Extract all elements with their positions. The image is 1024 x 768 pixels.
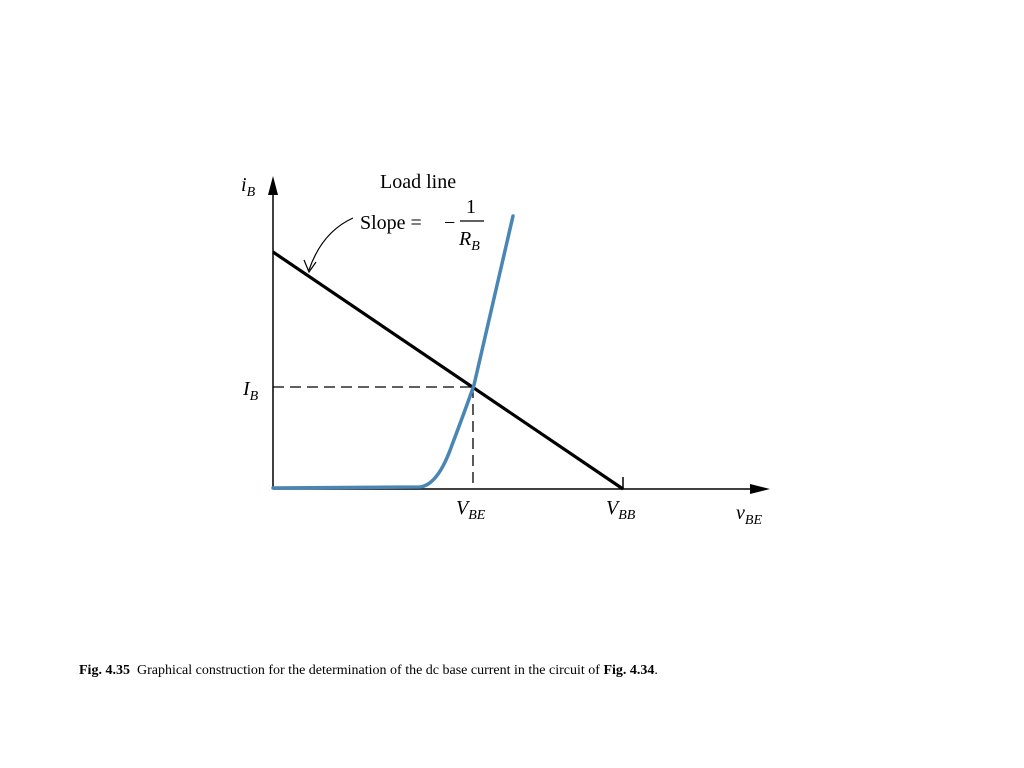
slope-numerator: 1	[466, 196, 476, 218]
ib-marker-label: $I_B$	[243, 378, 259, 404]
caption-fig-reference: Fig. 4.34	[603, 663, 655, 678]
load-line-label: Load line	[380, 171, 457, 193]
slope-minus: −	[444, 212, 456, 234]
vbb-marker-label: $V_{BB}$	[606, 497, 636, 523]
vbe-marker-label: $V_{BE}$	[456, 497, 486, 523]
y-axis-label: $i_B$	[241, 174, 256, 200]
figure-caption	[79, 662, 979, 680]
slope-denominator: $R_B$	[459, 228, 480, 254]
diode-curve	[273, 216, 513, 488]
slope-prefix: Slope =	[360, 212, 422, 234]
x-axis-label: $v_{BE}$	[736, 502, 762, 528]
x-axis-arrowhead	[750, 484, 770, 494]
y-axis-arrowhead	[268, 176, 278, 195]
caption-text: Graphical construction for the determination of the dc base current in the circuit of	[136, 663, 600, 678]
caption-end: .	[654, 663, 658, 678]
caption-fig-label: Fig. 4.35	[79, 663, 130, 678]
